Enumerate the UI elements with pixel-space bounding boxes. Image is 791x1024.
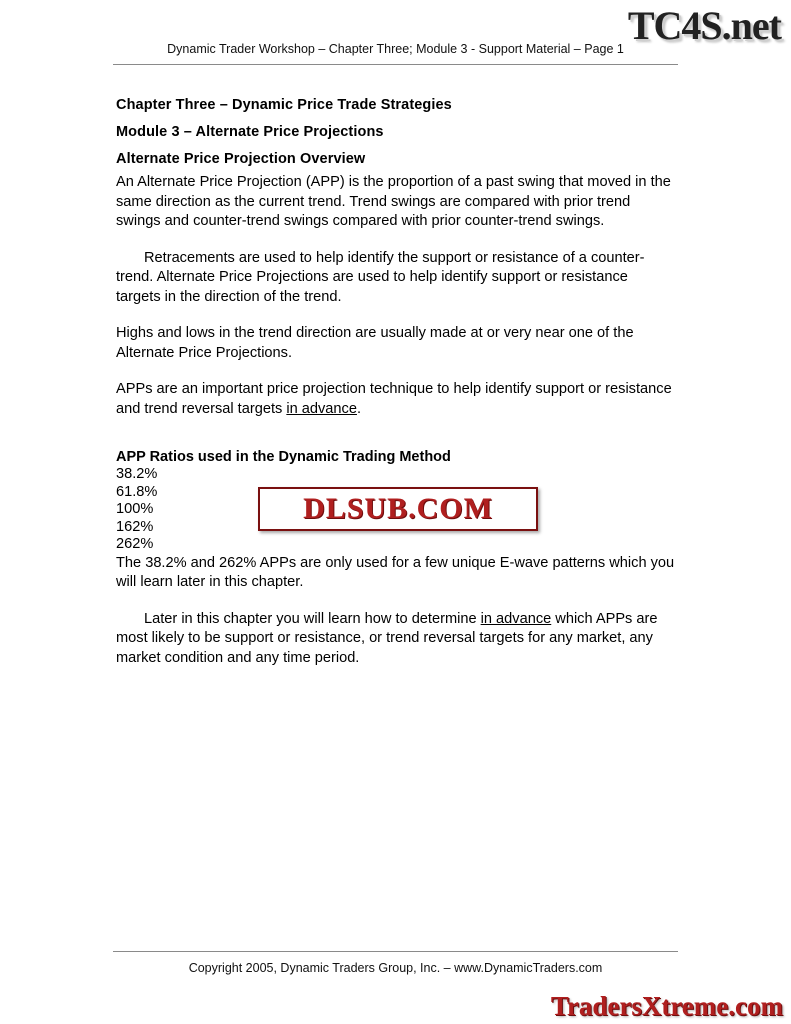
list-item: 38.2% <box>116 466 158 482</box>
paragraph-later-text-a: Later in this chapter you will learn how to determine <box>144 610 481 627</box>
paragraph-later-chapter <box>116 610 676 669</box>
header-divider <box>113 64 678 65</box>
module-title: Module 3 – Alternate Price Projections <box>116 124 384 140</box>
paragraph-highs-lows: Highs and lows in the trend direction are usually made at or very near one of the Alternate Price Projections. <box>116 325 634 361</box>
paragraph-definition: An Alternate Price Projection (APP) is the proportion of a past swing that moved in the same direction as the current trend. Trend swings are compared with prior trend swings and counter-trend swings compared with prior counter-trend swings. <box>116 174 671 229</box>
watermark-center <box>258 487 538 531</box>
paragraph-later-text-b: which APPs are most likely to be support or resistance, or trend reversal targets for any market, any market condition and any time period. <box>116 610 658 666</box>
paragraph-importance-text-a: APPs are an important price projection technique to help identify support or resistance and trend reversal targets <box>116 381 672 417</box>
paragraph-retracements: Retracements are used to help identify the support or resistance of a counter-trend. Alternate Price Projections are used to help identify support or resistance targets in the direction of the trend. <box>116 249 645 305</box>
paragraph-importance-underlined: in advance <box>286 400 357 417</box>
section-heading-overview: Alternate Price Projection Overview <box>116 151 366 167</box>
paragraph-importance-text-b: . <box>356 400 362 417</box>
watermark-top-right: TC4S.net <box>627 3 781 48</box>
watermark-center-label: DLSUB.COM <box>303 492 493 525</box>
watermark-bottom-right: TradersXtreme.com <box>550 991 783 1021</box>
paragraph-ewave-note: The 38.2% and 262% APPs are only used for a few unique E-wave patterns which you will learn later in this chapter. <box>116 554 675 591</box>
list-item: 162% <box>116 518 154 535</box>
document-body <box>116 92 676 685</box>
footer-copyright: Copyright 2005, Dynamic Traders Group, Inc. – www.DynamicTraders.com <box>188 961 603 975</box>
footer-divider <box>113 951 678 952</box>
paragraph-importance <box>116 380 676 419</box>
list-item: 61.8% <box>116 483 158 500</box>
chapter-title: Chapter Three – Dynamic Price Trade Strategies <box>116 97 452 113</box>
section-heading-ratios: APP Ratios used in the Dynamic Trading Method <box>116 449 451 465</box>
list-item: 100% <box>116 501 154 518</box>
paragraph-later-underlined: in advance <box>480 610 552 627</box>
list-item: 262% <box>116 536 154 553</box>
title-block <box>116 92 676 146</box>
running-header: Dynamic Trader Workshop – Chapter Three; Module 3 - Support Material – Page 1 <box>167 42 624 56</box>
